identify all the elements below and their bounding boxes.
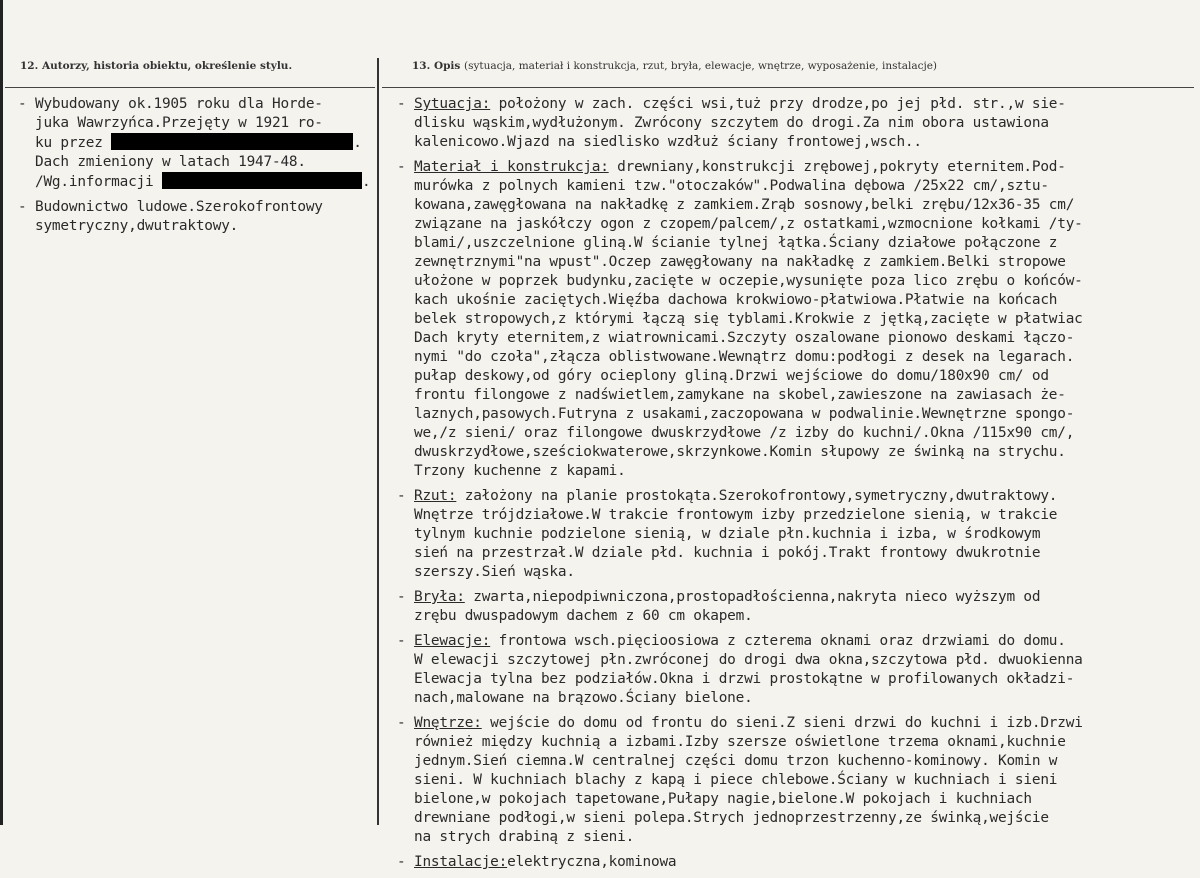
- text-line: kach ukośnie zaciętych.Więźba dachowa krokwiowo-płatwiowa.Płatwie na końcach: [414, 292, 1058, 308]
- list-dash: -: [397, 159, 406, 175]
- text-line: związane na jaskółczy ogon z czopem/palcem/,z ostatkami,wzmocnione kołkami /ty-: [414, 216, 1083, 232]
- field-13-header: [412, 60, 937, 72]
- text-line: kalenicowo.Wjazd na siedlisko wzdłuż ściany frontowej,wsch..: [414, 134, 922, 150]
- list-dash: -: [397, 96, 406, 112]
- section-wnetrze: [397, 714, 1200, 847]
- section-material-i-konstrukcja: [397, 158, 1200, 481]
- text-line: kowana,zawęgłowana na nakładkę z zamkiem.Zrąb sosnowy,belki zrębu/12x36-35 cm/: [414, 197, 1075, 213]
- section-text: zwarta,niepodpiwniczona,prostopadłościenna,nakryta nieco wyższym od: [464, 589, 1041, 605]
- text-line: Dach kryty eternitem,z wiatrownicami.Szczyty oszalowane pionowo deskami łączo-: [414, 330, 1075, 346]
- section-heading: Sytuacja:: [414, 96, 491, 112]
- text-line: symetryczny,dwutraktowy.: [35, 218, 239, 234]
- text-line: Trzony kuchenne z kapami.: [414, 463, 626, 479]
- text-line: pułap deskowy,od góry ocieplony gliną.Drzwi wejściowe do domu/180x90 cm/ od: [414, 368, 1049, 384]
- section-heading: Elewacje:: [414, 633, 491, 649]
- text-line: laznych,pasowych.Futryna z usakami,zaczopowana w podwalinie.Wewnętrzne spongo-: [414, 406, 1075, 422]
- section-instalacje: [397, 853, 1200, 872]
- list-dash: -: [397, 488, 406, 504]
- section-first-line: [414, 714, 1200, 733]
- text-line-with-redaction: [35, 172, 378, 192]
- text-line: we,/z sieni/ oraz filongowe dwuskrzydłowe /z izby do kuchni/.Okna /115x90 cm/,: [414, 425, 1075, 441]
- section-bryla: [397, 588, 1200, 626]
- text-line: drewniane podłogi,w sieni polepa.Strych jednoprzestrzenny,ze świnką,wejście: [414, 810, 1049, 826]
- history-column: [18, 95, 378, 242]
- section-rzut: [397, 487, 1200, 582]
- text-segment: .: [361, 174, 371, 190]
- section-text: elektryczna,kominowa: [507, 854, 677, 870]
- field-12-header: [20, 60, 292, 72]
- list-dash: -: [18, 96, 27, 112]
- section-text: frontowa wsch.pięcioosiowa z czterema oknami oraz drzwiami do domu.: [490, 633, 1066, 649]
- text-line: Dach zmieniony w latach 1947-48.: [35, 154, 306, 170]
- section-heading: Bryła:: [414, 589, 465, 605]
- text-line: na strych drabiną z sieni.: [414, 829, 635, 845]
- text-line: jednym.Sień ciemna.W centralnej części domu trzon kuchenno-kominowy. Komin w: [414, 753, 1058, 769]
- section-heading: Wnętrze:: [414, 715, 482, 731]
- list-dash: -: [397, 715, 406, 731]
- text-line-with-redaction: [35, 133, 378, 153]
- header-rule-right: [382, 87, 1194, 88]
- card-border: [0, 0, 3, 825]
- text-line: Wnętrze trójdziałowe.W trakcie frontowym izby przedzielone sienią, w trakcie: [414, 507, 1058, 523]
- text-line: Wybudowany ok.1905 roku dla Horde-: [35, 96, 323, 112]
- text-line: juka Wawrzyńca.Przejęty w 1921 ro-: [35, 115, 323, 131]
- list-dash: -: [397, 633, 406, 649]
- field-13-subtitle: (sytuacja, materiał i konstrukcja, rzut, bryła, elewacje, wnętrze, wyposażenie, instalacje): [463, 60, 938, 72]
- redaction-bar: [111, 133, 353, 150]
- text-line: również między kuchnią a izbami.Izby szersze oświetlone trzema oknami,kuchnie: [414, 734, 1066, 750]
- section-text: położony w zach. części wsi,tuż przy drodze,po jej płd. str.,w sie-: [490, 96, 1066, 112]
- section-first-line: [414, 95, 1200, 114]
- list-dash: -: [397, 854, 406, 870]
- section-first-line: [414, 487, 1200, 506]
- text-line: nymi "do czoła",złącza oblistwowane.Wewnątrz domu:podłogi z desek na legarach.: [414, 349, 1075, 365]
- text-line: tylnym kuchnie podzielone sienią, w dziale płn.kuchnia i izba, w środkowym: [414, 526, 1041, 542]
- text-segment: ku przez: [35, 135, 103, 151]
- text-line: Budownictwo ludowe.Szerokofrontowy: [35, 199, 323, 215]
- text-line: bielone,w pokojach tapetowane,Pułapy nagie,bielone.W pokojach i kuchniach: [414, 791, 1032, 807]
- field-12-number: 12.: [20, 60, 39, 72]
- text-line: W elewacji szczytowej płn.zwróconej do drogi dwa okna,szczytowa płd. dwuokienna: [414, 652, 1083, 668]
- section-first-line: [414, 158, 1200, 177]
- style-entry: [18, 198, 378, 236]
- header-rule-left: [5, 87, 375, 88]
- text-segment: /Wg.informacji: [35, 174, 154, 190]
- section-heading: Rzut:: [414, 488, 457, 504]
- section-first-line: [414, 632, 1200, 651]
- section-sytuacja: [397, 95, 1200, 152]
- history-entry: [18, 95, 378, 192]
- text-line: frontu filongowe z nadświetlem,zamykane na skobel,zawieszone na zawiasach że-: [414, 387, 1066, 403]
- text-line: sieni. W kuchniach blachy z kapą i piece chlebowe.Ściany w kuchniach i sieni: [414, 772, 1058, 788]
- text-line: Elewacja tylna bez podziałów.Okna i drzwi prostokątne w profilowanych okładzi-: [414, 671, 1075, 687]
- section-elewacje: [397, 632, 1200, 708]
- text-line: belek stropowych,z którymi łączą się tyblami.Krokwie z jętką,zacięte w płatwiac: [414, 311, 1083, 327]
- text-line: szerszy.Sień wąska.: [414, 564, 575, 580]
- text-line: dlisku wąskim,wydłużonym. Zwrócony szczytem do drogi.Za nim obora ustawiona: [414, 115, 1049, 131]
- section-heading: Materiał i konstrukcja:: [414, 159, 609, 175]
- list-dash: -: [18, 199, 27, 215]
- section-text: założony na planie prostokąta.Szerokofrontowy,symetryczny,dwutraktowy.: [456, 488, 1058, 504]
- section-first-line: [414, 588, 1200, 607]
- text-line: murówka z polnych kamieni tzw."otoczaków".Podwalina dębowa /25x22 cm/,sztu-: [414, 178, 1049, 194]
- list-dash: -: [397, 589, 406, 605]
- text-segment: .: [353, 135, 362, 151]
- text-line: zrębu dwuspadowym dachem z 60 cm okapem.: [414, 608, 753, 624]
- text-line: nach,malowane na brązowo.Ściany bielone.: [414, 690, 753, 706]
- description-column: [397, 95, 1200, 878]
- text-line: zewnętrznymi"na wpust".Oczep zawęgłowany na nakładkę z zamkiem.Belki stropowe: [414, 254, 1066, 270]
- section-text: wejście do domu od frontu do sieni.Z sieni drzwi do kuchni i izb.Drzwi: [481, 715, 1083, 731]
- field-12-title: Autorzy, historia obiektu, określenie stylu.: [41, 60, 293, 72]
- redaction-bar: [162, 172, 362, 189]
- section-heading: Instalacje:: [414, 854, 508, 870]
- text-line: ułożone w poprzek budynku,zacięte w oczepie,wysunięte poza lico zrębu o końców-: [414, 273, 1083, 289]
- field-13-title: Opis: [433, 60, 461, 72]
- text-line: sień na przestrzał.W dziale płd. kuchnia i pokój.Trakt frontowy dwukrotnie: [414, 545, 1041, 561]
- text-line: dwuskrzydłowe,sześciokwaterowe,skrzynkowe.Komin słupowy ze świnką na strychu.: [414, 444, 1066, 460]
- field-13-number: 13.: [412, 60, 431, 72]
- section-text: drewniany,konstrukcji zrębowej,pokryty eternitem.Pod-: [608, 159, 1066, 175]
- section-first-line: [414, 853, 1200, 872]
- text-line: blami/,uszczelnione gliną.W ścianie tylnej łątka.Ściany działowe połączone z: [414, 235, 1058, 251]
